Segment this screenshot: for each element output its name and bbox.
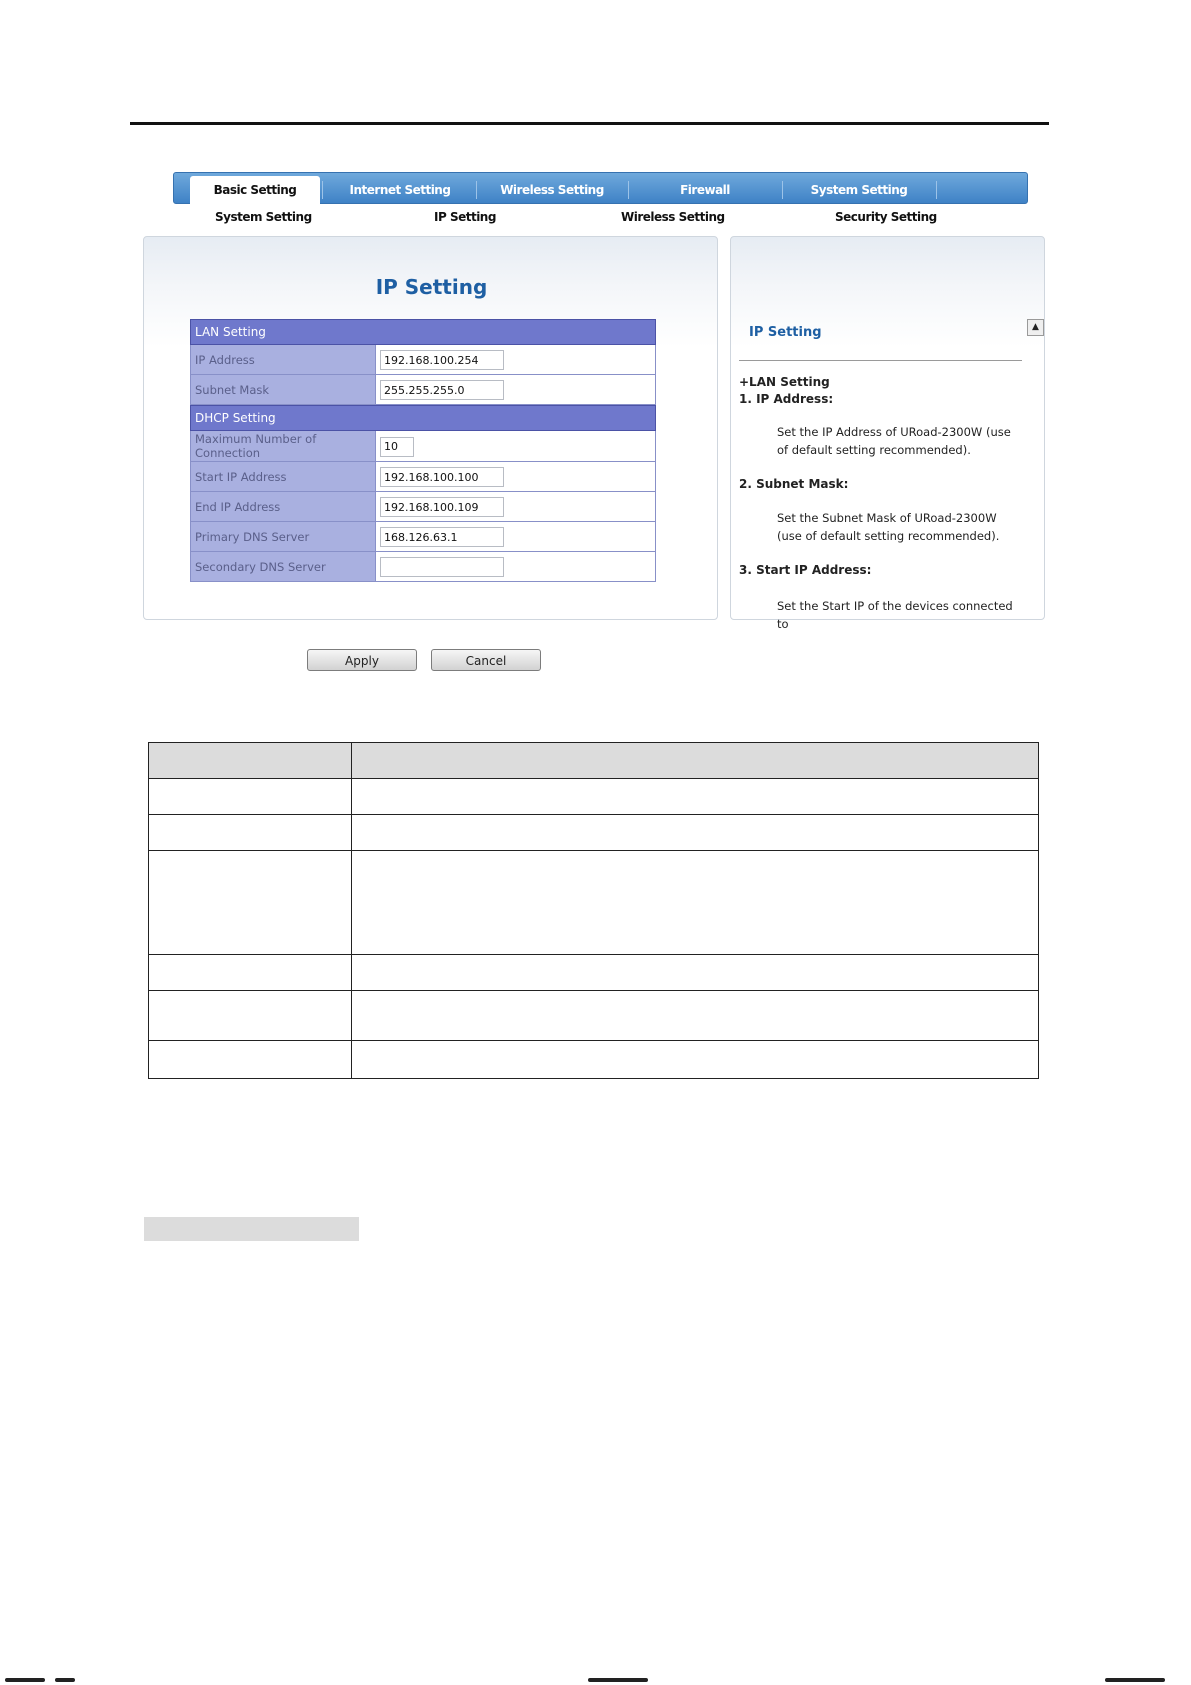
router-ui-screenshot <box>143 168 1045 668</box>
max-connection-input[interactable] <box>380 437 414 457</box>
form-row <box>190 375 656 405</box>
tab-system-setting[interactable]: System Setting <box>810 183 908 197</box>
subnet-mask-input[interactable] <box>380 380 504 400</box>
subtab-system-setting[interactable]: System Setting <box>215 210 312 224</box>
subtab-wireless-setting[interactable]: Wireless Setting <box>621 210 725 224</box>
help-item-body: Set the IP Address of URoad-2300W (use of default setting recommended). <box>777 425 1011 457</box>
help-item-body: Set the Subnet Mask of URoad-2300W (use of default setting recommended). <box>777 511 1000 543</box>
help-item-heading: 1. IP Address: <box>739 392 834 406</box>
lan-section-header: LAN Setting <box>190 319 656 345</box>
secondary-dns-label: Secondary DNS Server <box>190 552 376 582</box>
cancel-button[interactable]: Cancel <box>431 649 541 671</box>
settings-panel <box>143 236 718 668</box>
max-connection-label: Maximum Number of Connection <box>190 431 376 462</box>
tab-internet-setting[interactable]: Internet Setting <box>349 183 451 197</box>
scroll-up-icon[interactable]: ▲ <box>1027 319 1044 336</box>
primary-dns-label: Primary DNS Server <box>190 522 376 552</box>
tab-separator <box>782 181 783 199</box>
help-item-heading: 3. Start IP Address: <box>739 563 872 577</box>
table-row <box>149 991 1039 1041</box>
subnet-mask-label: Subnet Mask <box>190 375 376 405</box>
form-row <box>190 462 656 492</box>
apply-button[interactable]: Apply <box>307 649 417 671</box>
table-row <box>149 779 1039 815</box>
table-header-cell <box>149 743 352 779</box>
table-row <box>149 851 1039 955</box>
subtab-ip-setting[interactable]: IP Setting <box>434 210 496 224</box>
help-item-body: Set the Start IP of the devices connected to <box>777 599 1013 631</box>
tab-wireless-setting[interactable]: Wireless Setting <box>500 183 604 197</box>
end-ip-label: End IP Address <box>190 492 376 522</box>
end-ip-input[interactable] <box>380 497 504 517</box>
ip-setting-form <box>190 319 656 582</box>
form-row <box>190 431 656 462</box>
help-title: IP Setting <box>749 325 822 340</box>
tab-separator <box>476 181 477 199</box>
table-row <box>149 1041 1039 1079</box>
tab-separator <box>936 181 937 199</box>
section-heading-bar <box>144 1217 359 1241</box>
start-ip-input[interactable] <box>380 467 504 487</box>
form-row <box>190 492 656 522</box>
tab-firewall[interactable]: Firewall <box>680 183 730 197</box>
tab-separator <box>628 181 629 199</box>
subtab-security-setting[interactable]: Security Setting <box>835 210 937 224</box>
top-rule <box>130 122 1049 125</box>
ip-address-label: IP Address <box>190 345 376 375</box>
table-row <box>149 815 1039 851</box>
secondary-dns-input[interactable] <box>380 557 504 577</box>
help-divider <box>739 360 1022 361</box>
table-row <box>149 955 1039 991</box>
ip-address-input[interactable] <box>380 350 504 370</box>
table-header-cell <box>352 743 1039 779</box>
dhcp-section-header: DHCP Setting <box>190 405 656 431</box>
form-row <box>190 552 656 582</box>
tab-separator <box>322 181 323 199</box>
form-row <box>190 345 656 375</box>
tab-basic-setting[interactable]: Basic Setting <box>190 176 320 204</box>
page-title: IP Setting <box>375 275 488 299</box>
form-row <box>190 522 656 552</box>
start-ip-label: Start IP Address <box>190 462 376 492</box>
main-nav <box>173 172 1028 204</box>
help-item-heading: 2. Subnet Mask: <box>739 477 849 491</box>
sub-nav <box>143 204 1045 232</box>
help-panel <box>730 236 1045 631</box>
help-section-heading: +LAN Setting <box>739 375 830 389</box>
page-footer-marks <box>0 1678 1191 1685</box>
parameter-table <box>148 742 1039 1079</box>
primary-dns-input[interactable] <box>380 527 504 547</box>
